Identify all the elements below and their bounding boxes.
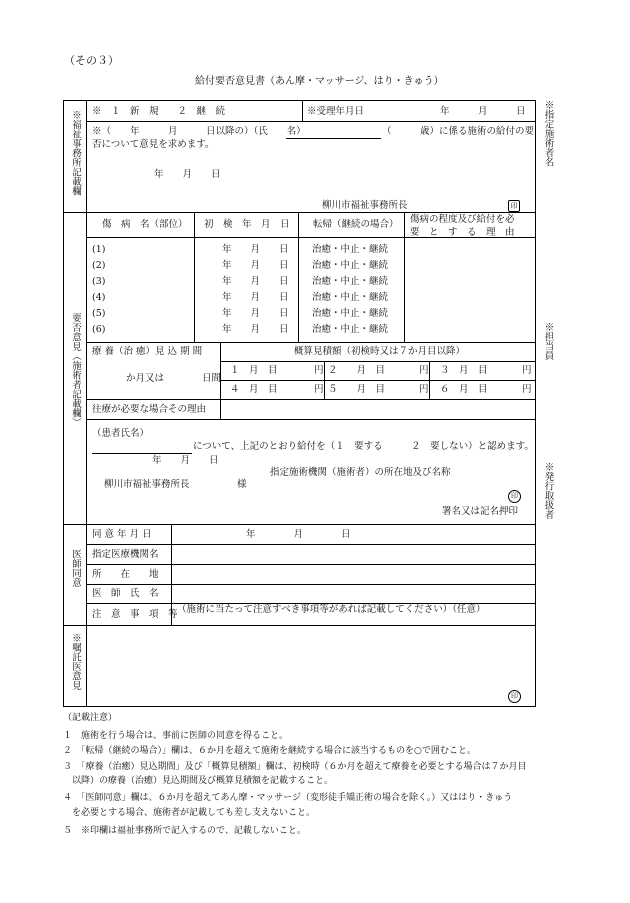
commissioned-seal-stamp: 印 bbox=[508, 690, 521, 703]
row-1-outcome[interactable]: 治癒・中止・継続 bbox=[312, 244, 389, 255]
instruction-item: １ 施術を行う場合は、事前に医師の同意を得ること。 bbox=[63, 731, 289, 741]
office-seal-stamp: 印 bbox=[508, 200, 520, 212]
form-title: 給付要否意見書（あん摩・マッサージ、はり・きゅう） bbox=[195, 76, 444, 87]
instruction-item: ４ 「医師同意」欄は、６か月を超えてあん摩・マッサージ（変形徒手矯正術の場合を除く。）又ははり・きゅう bbox=[63, 793, 513, 803]
estimate-yen-3[interactable]: 円 bbox=[522, 365, 532, 376]
receipt-date[interactable]: ※受理年月日 年 月 日 bbox=[307, 106, 526, 117]
row-4-number: (4) bbox=[92, 292, 106, 303]
section-label-commissioned: ※嘱託医意見 bbox=[70, 633, 81, 690]
doctor-name-label: 医 師 氏 名 bbox=[92, 588, 159, 599]
section-label-welfare-office: ※福祉事務所記載欄 bbox=[70, 110, 81, 196]
header-disease: 傷 病 名（部位） bbox=[102, 219, 188, 230]
row-6-number: (6) bbox=[92, 324, 106, 335]
request-line-1-end: （ 歳）に係る施術の給付の要 bbox=[382, 126, 535, 137]
header-degree-2: 要 と す る 理 由 bbox=[410, 227, 515, 238]
row-5-number: (5) bbox=[92, 308, 106, 319]
header-first-exam: 初 検 年 月 日 bbox=[204, 219, 290, 230]
patient-name-underline[interactable] bbox=[286, 138, 381, 139]
row-4-outcome[interactable]: 治癒・中止・継続 bbox=[312, 292, 389, 303]
estimate-yen-5[interactable]: 円 bbox=[419, 384, 429, 395]
header-outcome: 転帰（継続の場合） bbox=[313, 219, 399, 230]
row-3-outcome[interactable]: 治癒・中止・継続 bbox=[312, 276, 389, 287]
row-5-date[interactable]: 年 月 日 bbox=[222, 308, 289, 319]
consent-date-label: 同 意 年 月 日 bbox=[92, 529, 152, 540]
signature-label: 署名又は記名押印 bbox=[442, 506, 519, 517]
row-3-date[interactable]: 年 月 日 bbox=[222, 276, 289, 287]
row-6-outcome[interactable]: 治癒・中止・継続 bbox=[312, 324, 389, 335]
estimate-month-1: １ 月 目 bbox=[230, 365, 278, 376]
estimate-yen-6[interactable]: 円 bbox=[522, 384, 532, 395]
request-line-2: 否について意見を求めます。 bbox=[92, 139, 215, 150]
application-type[interactable]: ※ １ 新 規 ２ 継 続 bbox=[92, 106, 226, 117]
row-6-date[interactable]: 年 月 日 bbox=[222, 324, 289, 335]
medical-institution-label: 指定医療機関名 bbox=[92, 549, 159, 560]
request-line-1: ※（ 年 月 日以降の）（氏 名） bbox=[92, 126, 306, 137]
notes-value[interactable]: （施術に当たって注意すべき事項等があれば記載してください）（任意） bbox=[177, 604, 486, 615]
estimate-yen-4[interactable]: 円 bbox=[314, 384, 324, 395]
treatment-period-value[interactable]: か月又は 日間 bbox=[126, 373, 222, 384]
row-1-date[interactable]: 年 月 日 bbox=[222, 244, 289, 255]
section-label-doctor-consent: 医師同意 bbox=[70, 549, 81, 587]
row-2-number: (2) bbox=[92, 260, 106, 271]
row-3-number: (3) bbox=[92, 276, 106, 287]
estimate-month-3: ３ 月 目 bbox=[440, 365, 488, 376]
request-date[interactable]: 年 月 日 bbox=[154, 169, 221, 180]
practitioner-seal-stamp: 印 bbox=[508, 490, 521, 503]
section-label-opinion: 要否意見（施術者記載欄） bbox=[70, 313, 81, 427]
instruction-item: を必要とする場合、施術者が記載しても差し支えないこと。 bbox=[63, 808, 316, 818]
side-label-practitioner: ※指定施術者名 bbox=[542, 100, 554, 167]
estimate-yen-2[interactable]: 円 bbox=[419, 365, 429, 376]
treatment-period-label: 療 養（治 癒）見 込 期 間 bbox=[92, 346, 203, 357]
visit-reason-label: 往療が必要な場合その理由 bbox=[92, 404, 207, 415]
row-4-date[interactable]: 年 月 日 bbox=[222, 292, 289, 303]
row-2-date[interactable]: 年 月 日 bbox=[222, 260, 289, 271]
approval-office: 柳川市福祉事務所長 様 bbox=[104, 479, 247, 490]
institution-label: 指定施術機関（施術者）の所在地及び名称 bbox=[270, 467, 451, 478]
row-1-number: (1) bbox=[92, 244, 106, 255]
approval-statement: について、上記のとおり給付を（１ 要する ２ 要しない）と認めます。 bbox=[193, 441, 534, 452]
approval-patient-underline[interactable] bbox=[92, 453, 192, 454]
estimate-month-4: ４ 月 目 bbox=[230, 384, 278, 395]
instruction-item: 以降）の療養（治癒）見込期間及び概算見積額を記載すること。 bbox=[63, 776, 334, 786]
estimate-month-6: ６ 月 目 bbox=[440, 384, 488, 395]
notes-label: 注 意 事 項 等 bbox=[92, 609, 178, 620]
row-2-outcome[interactable]: 治癒・中止・継続 bbox=[312, 260, 389, 271]
approval-date[interactable]: 年 月 日 bbox=[152, 455, 219, 466]
address-label: 所 在 地 bbox=[92, 569, 159, 580]
header-degree-1: 傷病の程度及び給付を必 bbox=[410, 214, 515, 225]
estimate-month-5: ５ 月 目 bbox=[328, 384, 386, 395]
form-number: （その３） bbox=[64, 54, 119, 67]
instruction-item: ５ ※印欄は福祉事務所で記入するので、記載しないこと。 bbox=[63, 826, 306, 836]
instructions-heading: （記載注意） bbox=[63, 713, 118, 723]
side-label-issuer: ※発行取扱者 bbox=[542, 462, 554, 519]
patient-name-label: （患者氏名） bbox=[92, 428, 150, 439]
consent-date-value[interactable]: 年 月 日 bbox=[246, 529, 351, 540]
row-5-outcome[interactable]: 治癒・中止・継続 bbox=[312, 308, 389, 319]
benefit-opinion-form bbox=[63, 100, 536, 707]
instruction-item: ２ 「転帰（継続の場合）」欄は、６か月を超えて施術を継続する場合に該当するものを○で囲むこと。 bbox=[63, 746, 476, 756]
estimate-month-2: ２ 月 目 bbox=[328, 365, 386, 376]
side-label-staff: ※担当員 bbox=[542, 322, 554, 360]
estimate-header: 概算見積額（初検時又は７か月目以降） bbox=[294, 346, 466, 357]
instruction-item: ３ 「療養（治癒）見込期間」及び「概算見積額」欄は、初検時（６か月を超えて療養を必要とする場合は７か月目 bbox=[63, 762, 527, 772]
request-office: 柳川市福祉事務所長 bbox=[322, 200, 408, 211]
estimate-yen-1[interactable]: 円 bbox=[314, 365, 324, 376]
